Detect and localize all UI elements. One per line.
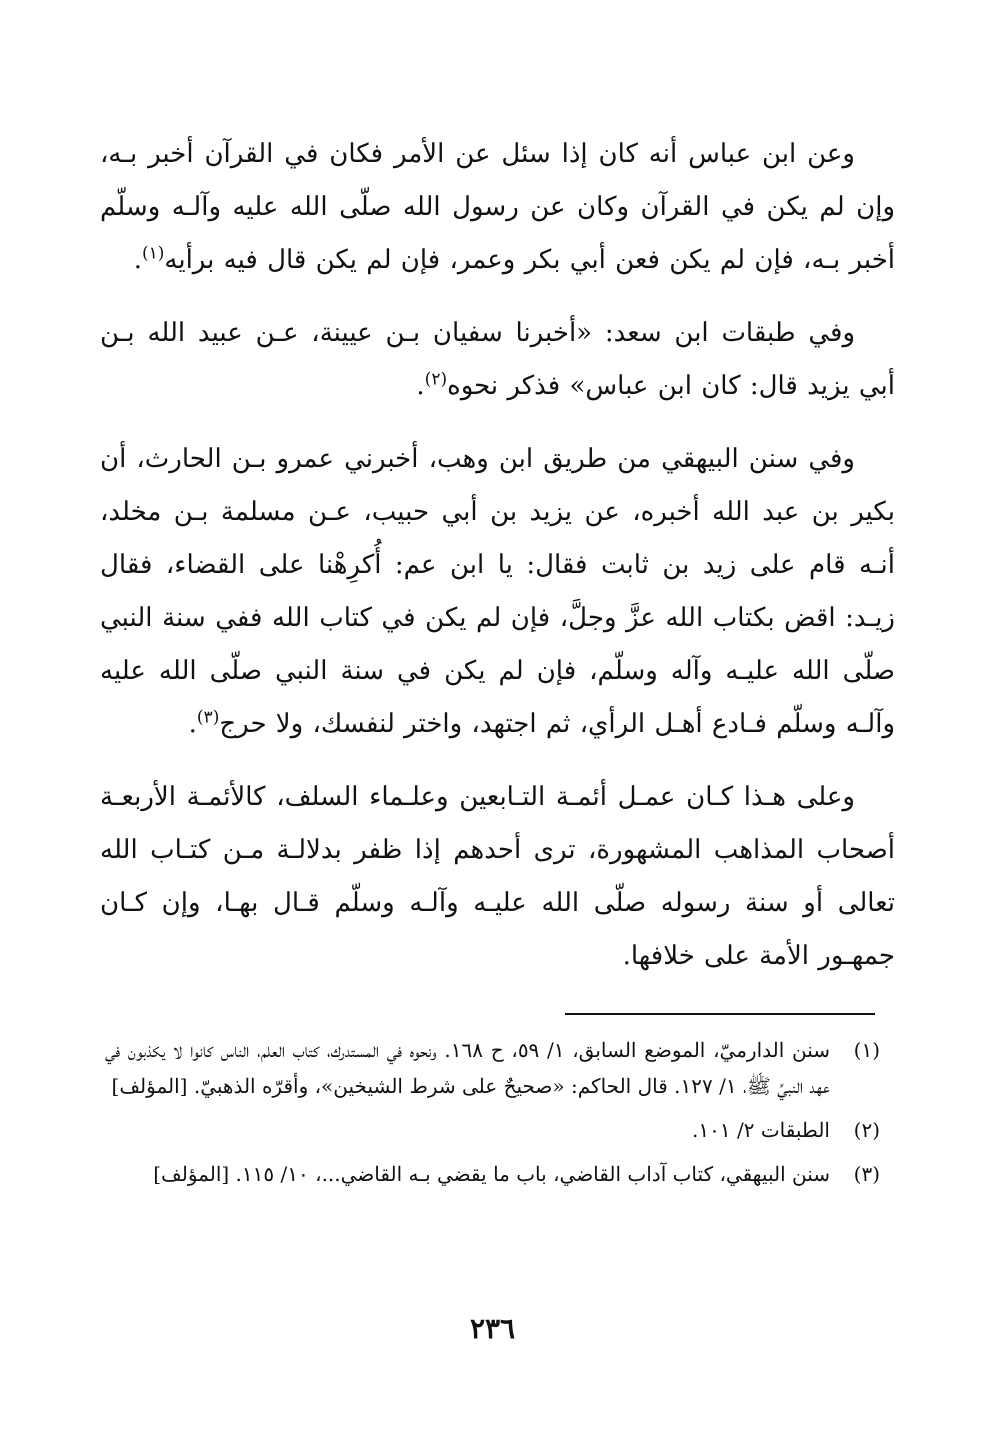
footnote-2-number: (٢) — [853, 1118, 880, 1142]
paragraph-4 — [100, 771, 895, 983]
paragraph-2 — [100, 307, 895, 413]
paragraph-4-text: وعلى هـذا كـان عمـل أئمـة التـابعين وعلـماء السلف، كالأئمـة الأربعـة أصحاب المذاهب المشهورة، ترى أحدهم إذا ظفر بدلالـة مـن كتـاب الله تعالى أو سنة رسوله صلّى الله عليـه وآلـه وسلّم قـال بهـا، وإن كـان جمهـور الأمة على خلافها. — [100, 782, 895, 971]
footnote-2 — [105, 1112, 880, 1148]
paragraph-2-text: وفي طبقات ابن سعد: «أخبرنا سفيان بـن عيينة، عـن عبيد الله بـن أبي يزيد قال: كان ابن عباس» فذكر نحوه — [100, 318, 895, 401]
paragraph-3 — [100, 433, 895, 751]
paragraph-3-tail: . — [188, 709, 197, 739]
paragraph-3-text: وفي سنن البيهقي من طريق ابن وهب، أخبرني عمرو بـن الحارث، أن بكير بن عبد الله أخبره، عن يزيد بن أبي حبيب، عـن مسلمة بـن مخلد، أنـه قام على زيد بن ثابت فقال: يا ابن عم: أُكرِهْنا على القضاء، فقال زيـد: اقض بكتاب الله عزَّ وجلَّ، فإن لم يكن في كتاب الله ففي سنة النبي صلّى الله عليـه وآله وسلّم، فإن لم يكن في سنة النبي صلّى الله عليه وآلـه وسلّم فـادع أهـل الرأي، ثم اجتهد، واختر لنفسك، ولا حرج — [100, 444, 895, 739]
footnote-1 — [105, 1032, 880, 1104]
footnote-ref-2[interactable]: (٢) — [424, 369, 448, 390]
footnote-3-number: (٣) — [853, 1162, 880, 1186]
footnote-2-text: الطبقات ٢/ ١٠١. — [692, 1118, 830, 1142]
paragraph-2-tail: . — [416, 371, 425, 401]
footnote-3-text: سنن البيهقي، كتاب آداب القاضي، باب ما يقضي بـه القاضي...، ١٠/ ١١٥. [المؤلف] — [153, 1162, 830, 1186]
footnote-ref-1[interactable]: (١) — [141, 243, 165, 264]
footnote-ref-3[interactable]: (٣) — [196, 707, 220, 728]
page-number: ٢٣٦ — [469, 1312, 516, 1345]
paragraph-1-text: وعن ابن عباس أنه كان إذا سئل عن الأمر فكان في القرآن أخبر بـه، وإن لم يكن في القرآن وكان عن رسول الله صلّى الله عليه وآلـه وسلّم أخبر بـه، فإن لم يكن فعن أبي بكر وعمر، فإن لم يكن قال فيه برأيه — [100, 139, 895, 275]
main-text — [100, 128, 895, 1003]
footnote-1-number: (١) — [853, 1038, 880, 1062]
footnote-1-text: سنن الدارميّ، الموضع السابق، ١/ ٥٩، ح ١٦٨. ونحوه في المستدرك، كتاب العلم، الناس كانوا لا يكذبون في عهد النبيِّ ﷺ، ١/ ١٢٧. قال الحاكم: «صحيحٌ على شرط الشيخين»، وأقرّه الذهبيّ. [المؤلف] — [105, 1038, 830, 1098]
paragraph-1-tail: . — [133, 245, 142, 275]
paragraph-1 — [100, 128, 895, 287]
footnote-3 — [105, 1156, 880, 1192]
footnote-divider — [565, 1013, 875, 1015]
footnotes — [105, 1032, 880, 1200]
